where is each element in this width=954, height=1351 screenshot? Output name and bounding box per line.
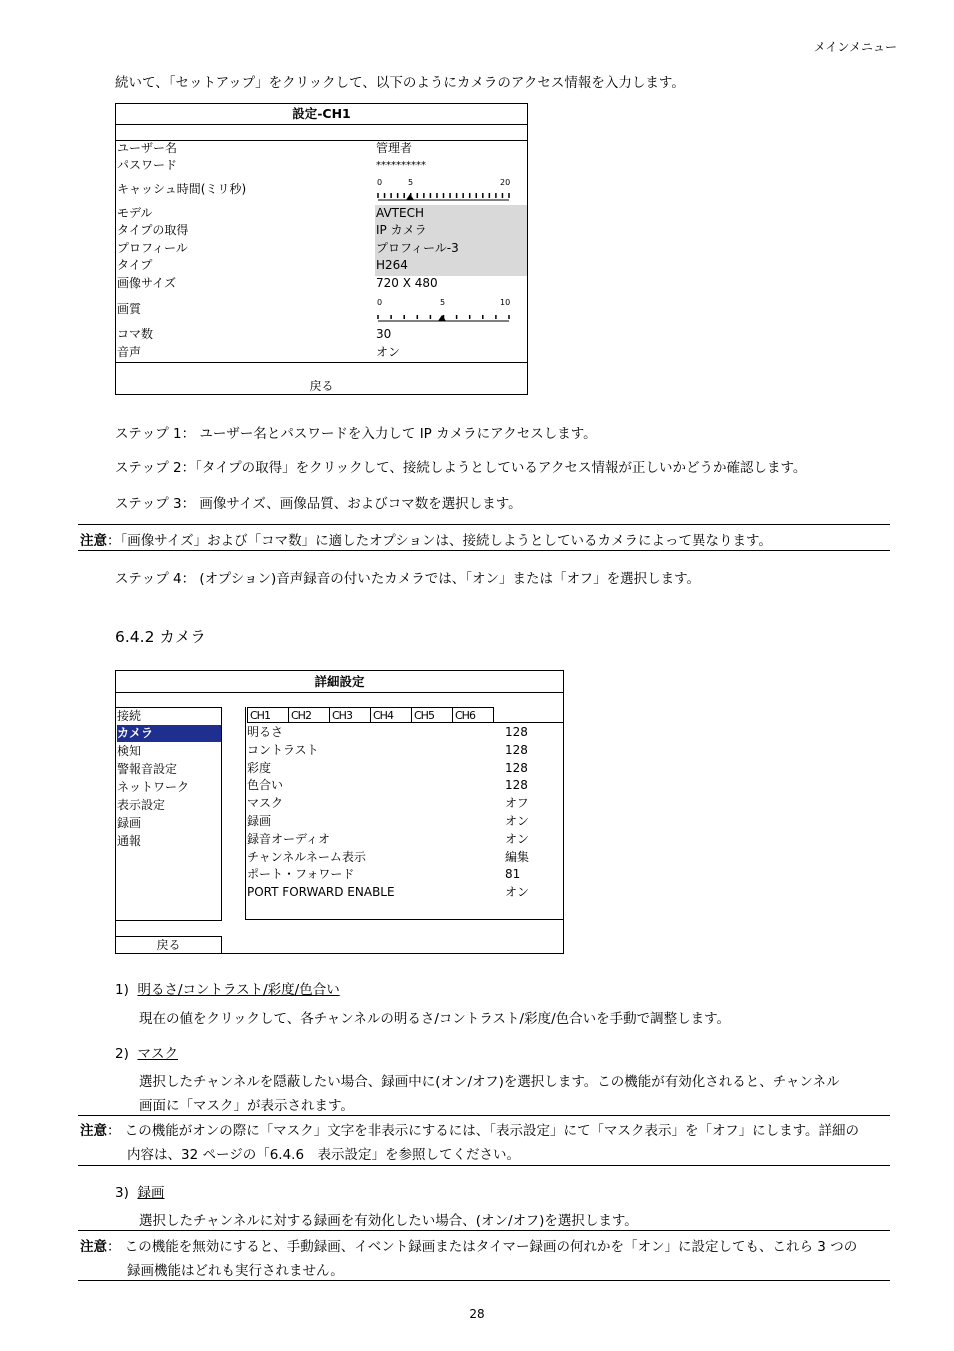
setting-row-hue[interactable]: 色合い 128 <box>247 778 528 792</box>
note-3-line1: 注意： この機能を無効にすると、手動録画、イベント録画またはタイマー録画の何れかを「オン」に設定しても、これら 3 つの <box>80 1239 858 1255</box>
back-button[interactable]: 戻る <box>309 379 334 393</box>
setup-row-username[interactable]: ユーザー名 管理者 <box>117 141 413 155</box>
setup-row-cache-time: キャッシュ時間(ミリ秒) <box>117 182 247 196</box>
item-3-desc: 選択したチャンネルに対する録画を有効化したい場合、(オン/オフ)を選択します。 <box>139 1213 638 1229</box>
setting-row-saturation[interactable]: 彩度 128 <box>247 761 528 775</box>
svg-text:20: 20 <box>500 178 511 187</box>
setup-row-image-size[interactable]: 画像サイズ 720 X 480 <box>117 276 438 290</box>
tab-ch1[interactable]: CH1 <box>247 707 289 723</box>
setup-row-audio[interactable]: 音声 オン <box>117 345 401 359</box>
item-1-heading: 1) 明るさ/コントラスト/彩度/色合い <box>115 982 340 998</box>
intro-text: 続いて、「セットアップ」をクリックして、以下のようにカメラのアクセス情報を入力します。 <box>115 75 685 91</box>
menu-item-camera[interactable]: カメラ <box>117 725 221 742</box>
item-2-heading: 2) マスク <box>115 1046 178 1062</box>
note-3-line2: 録画機能はどれも実行されません。 <box>127 1263 344 1279</box>
menu-item-display[interactable]: 表示設定 <box>117 798 166 812</box>
setup-row-profile: プロフィール プロフィール-3 <box>117 241 459 255</box>
item-2-desc-line2: 画面に「マスク」が表示されます。 <box>139 1098 354 1114</box>
section-header: メインメニュー <box>813 40 897 54</box>
tab-ch5[interactable]: CH5 <box>411 707 453 723</box>
tab-ch3[interactable]: CH3 <box>329 707 371 723</box>
menu-item-detection[interactable]: 検知 <box>117 744 142 758</box>
cache-time-slider[interactable] <box>376 176 511 208</box>
svg-text:0: 0 <box>377 298 383 307</box>
setting-row-record[interactable]: 録画 オン <box>247 814 530 828</box>
step-4: ステップ 4： (オプション)音声録音の付いたカメラでは、「オン」または「オフ」を選択します。 <box>115 571 700 587</box>
setup-row-get-type[interactable]: タイプの取得 IP カメラ <box>117 223 427 237</box>
svg-text:5: 5 <box>408 178 414 187</box>
item-3-heading: 3) 録画 <box>115 1185 165 1201</box>
detail-panel-title: 詳細設定 <box>116 671 563 693</box>
setup-row-type: タイプ H264 <box>117 258 408 272</box>
setup-row-quality: 画質 <box>117 302 142 316</box>
quality-slider-graphic <box>376 296 511 324</box>
setup-row-password[interactable]: パスワード ********** <box>117 158 426 172</box>
svg-text:5: 5 <box>440 298 446 307</box>
tab-ch6[interactable]: CH6 <box>452 707 494 723</box>
tab-ch2[interactable]: CH2 <box>288 707 330 723</box>
menu-item-record[interactable]: 録画 <box>117 816 142 830</box>
step-1: ステップ 1： ユーザー名とパスワードを入力して IP カメラにアクセスします。 <box>115 426 597 442</box>
slider-thumb-icon <box>438 315 446 321</box>
cache-time-slider-graphic <box>376 176 511 204</box>
note-1: 注意：「画像サイズ」および「コマ数」に適したオプションは、接続しようとしているカメラによって異なります。 <box>80 533 772 549</box>
setup-row-frame-rate[interactable]: コマ数 30 <box>117 327 392 341</box>
setting-row-audio-record[interactable]: 録音オーディオ オン <box>247 832 530 846</box>
setup-panel-title: 設定-CH1 <box>116 104 527 125</box>
step-3: ステップ 3： 画像サイズ、画像品質、およびコマ数を選択します。 <box>115 496 522 512</box>
setting-row-channel-name[interactable]: チャンネルネーム表示 編集 <box>247 850 530 864</box>
menu-item-notify[interactable]: 通報 <box>117 834 142 848</box>
setup-panel <box>115 103 528 395</box>
camera-settings-content <box>245 707 564 920</box>
menu-item-connection[interactable]: 接続 <box>117 709 142 723</box>
page-number: 28 <box>469 1307 485 1321</box>
svg-text:0: 0 <box>377 178 383 187</box>
menu-item-alert[interactable]: 警報音設定 <box>117 762 178 776</box>
setting-row-mask[interactable]: マスク オフ <box>247 796 529 810</box>
svg-text:10: 10 <box>500 298 511 307</box>
step-2: ステップ 2：「タイプの取得」をクリックして、接続しようとしているアクセス情報が正しいかどうか確認します。 <box>115 460 807 476</box>
setting-row-port-forward-enable[interactable]: PORT FORWARD ENABLE オン <box>247 885 530 899</box>
note-2-line1: 注意： この機能がオンの際に「マスク」文字を非表示にするには、「表示設定」にて「マスク表示」を「オフ」にします。詳細の <box>80 1123 860 1139</box>
setting-row-brightness[interactable]: 明るさ 128 <box>247 725 528 739</box>
section-title: 6.4.2 カメラ <box>115 628 206 646</box>
setup-row-model: モデル AVTECH <box>117 206 424 220</box>
setting-row-contrast[interactable]: コントラスト 128 <box>247 743 528 757</box>
detail-settings-panel <box>115 670 564 954</box>
note-2-line2: 内容は、32 ページの「6.4.6 表示設定」を参照してください。 <box>127 1147 521 1163</box>
tab-ch4[interactable]: CH4 <box>370 707 412 723</box>
slider-thumb-icon <box>406 194 414 200</box>
item-2-desc-line1: 選択したチャンネルを隠蔽したい場合、録画中に(オン/オフ)を選択します。この機能が有効化されると、チャンネル <box>139 1074 840 1090</box>
back-button[interactable]: 戻る <box>116 936 222 953</box>
item-1-desc: 現在の値をクリックして、各チャンネルの明るさ/コントラスト/彩度/色合いを手動で調整します。 <box>139 1011 731 1027</box>
quality-slider[interactable] <box>376 296 511 328</box>
side-menu <box>116 707 222 921</box>
setting-row-port-forward[interactable]: ポート・フォワード 81 <box>247 867 521 881</box>
menu-item-network[interactable]: ネットワーク <box>117 780 190 794</box>
